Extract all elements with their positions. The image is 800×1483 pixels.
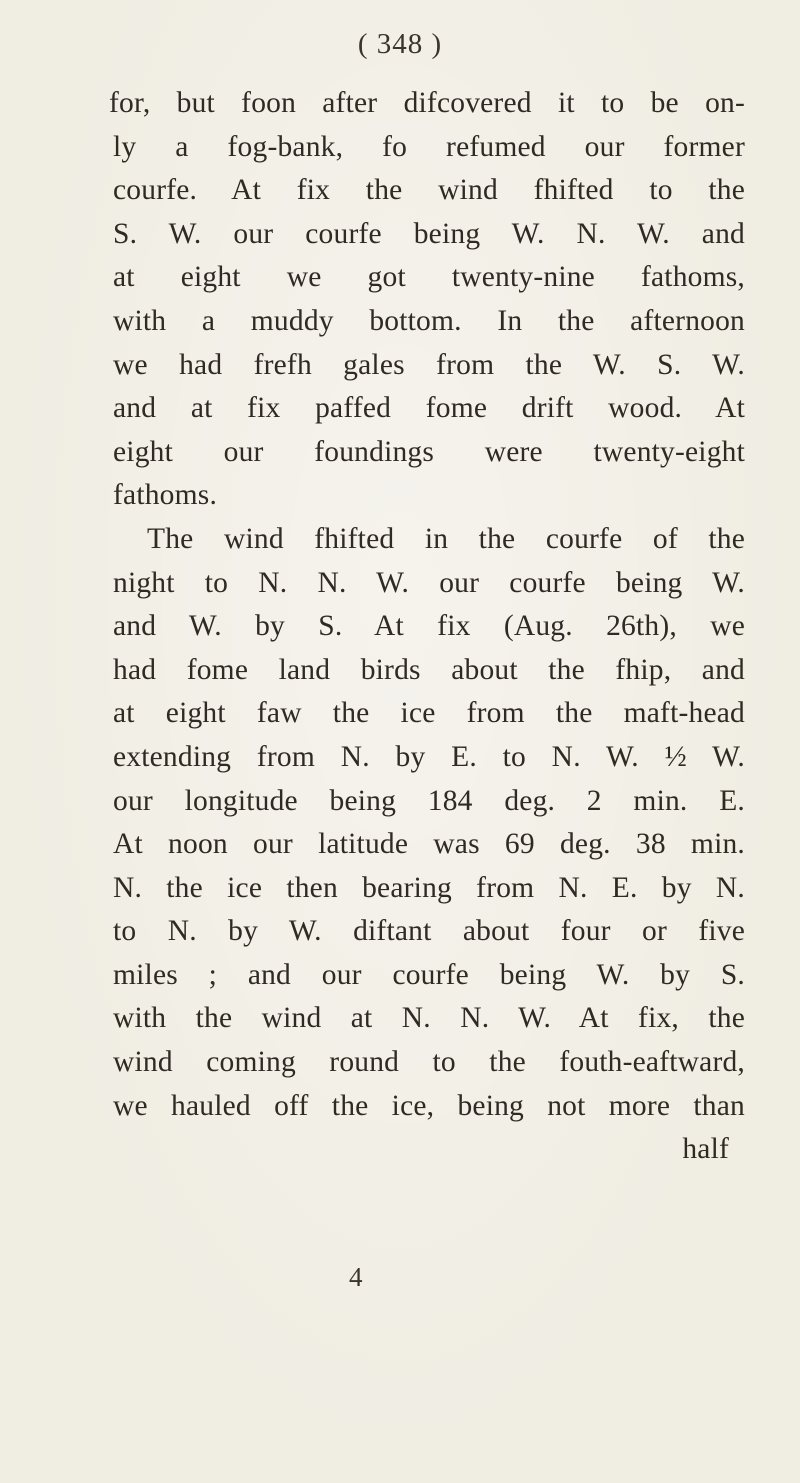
- text-line: our longitude being 184 deg. 2 min. E.: [113, 784, 745, 817]
- text-line: extending from N. by E. to N. W. ½ W.: [113, 740, 745, 773]
- text-line: and W. by S. At fix (Aug. 26th), we: [113, 610, 745, 643]
- text-line: At noon our latitude was 69 deg. 38 min.: [113, 828, 745, 861]
- catchword: half: [682, 1133, 729, 1166]
- text-line: night to N. N. W. our courfe being W.: [113, 566, 745, 599]
- text-line: at eight we got twenty-nine fathoms,: [113, 261, 745, 294]
- text-line: eight our foundings were twenty-eight: [113, 435, 745, 468]
- text-line: The wind fhifted in the courfe of the: [147, 522, 745, 555]
- page-number: ( 348 ): [357, 28, 443, 60]
- signature-mark: 4: [349, 1262, 363, 1292]
- text-line: with the wind at N. N. W. At fix, the: [113, 1002, 745, 1035]
- text-line: had fome land birds about the fhip, and: [113, 653, 745, 686]
- text-line: to N. by W. diftant about four or five: [113, 915, 745, 948]
- text-line: S. W. our courfe being W. N. W. and: [113, 217, 745, 250]
- text-line: miles ; and our courfe being W. by S.: [113, 958, 745, 991]
- text-line: we hauled off the ice, being not more than: [113, 1089, 745, 1122]
- text-line: N. the ice then bearing from N. E. by N.: [113, 871, 745, 904]
- body-text: [109, 82, 745, 1172]
- text-line: we had frefh gales from the W. S. W.: [113, 348, 745, 381]
- text-line: courfe. At fix the wind fhifted to the: [113, 174, 745, 207]
- text-line: wind coming round to the fouth-eaftward,: [113, 1046, 745, 1079]
- text-line: ly a fog-bank, fo refumed our former: [113, 130, 745, 163]
- text-line: and at fix paffed fome drift wood. At: [113, 392, 745, 425]
- text-line: with a muddy bottom. In the afternoon: [113, 304, 745, 337]
- text-line: at eight faw the ice from the maft-head: [113, 697, 745, 730]
- text-line: fathoms.: [113, 479, 218, 512]
- text-line: for, but foon after difcovered it to be on-: [109, 87, 745, 119]
